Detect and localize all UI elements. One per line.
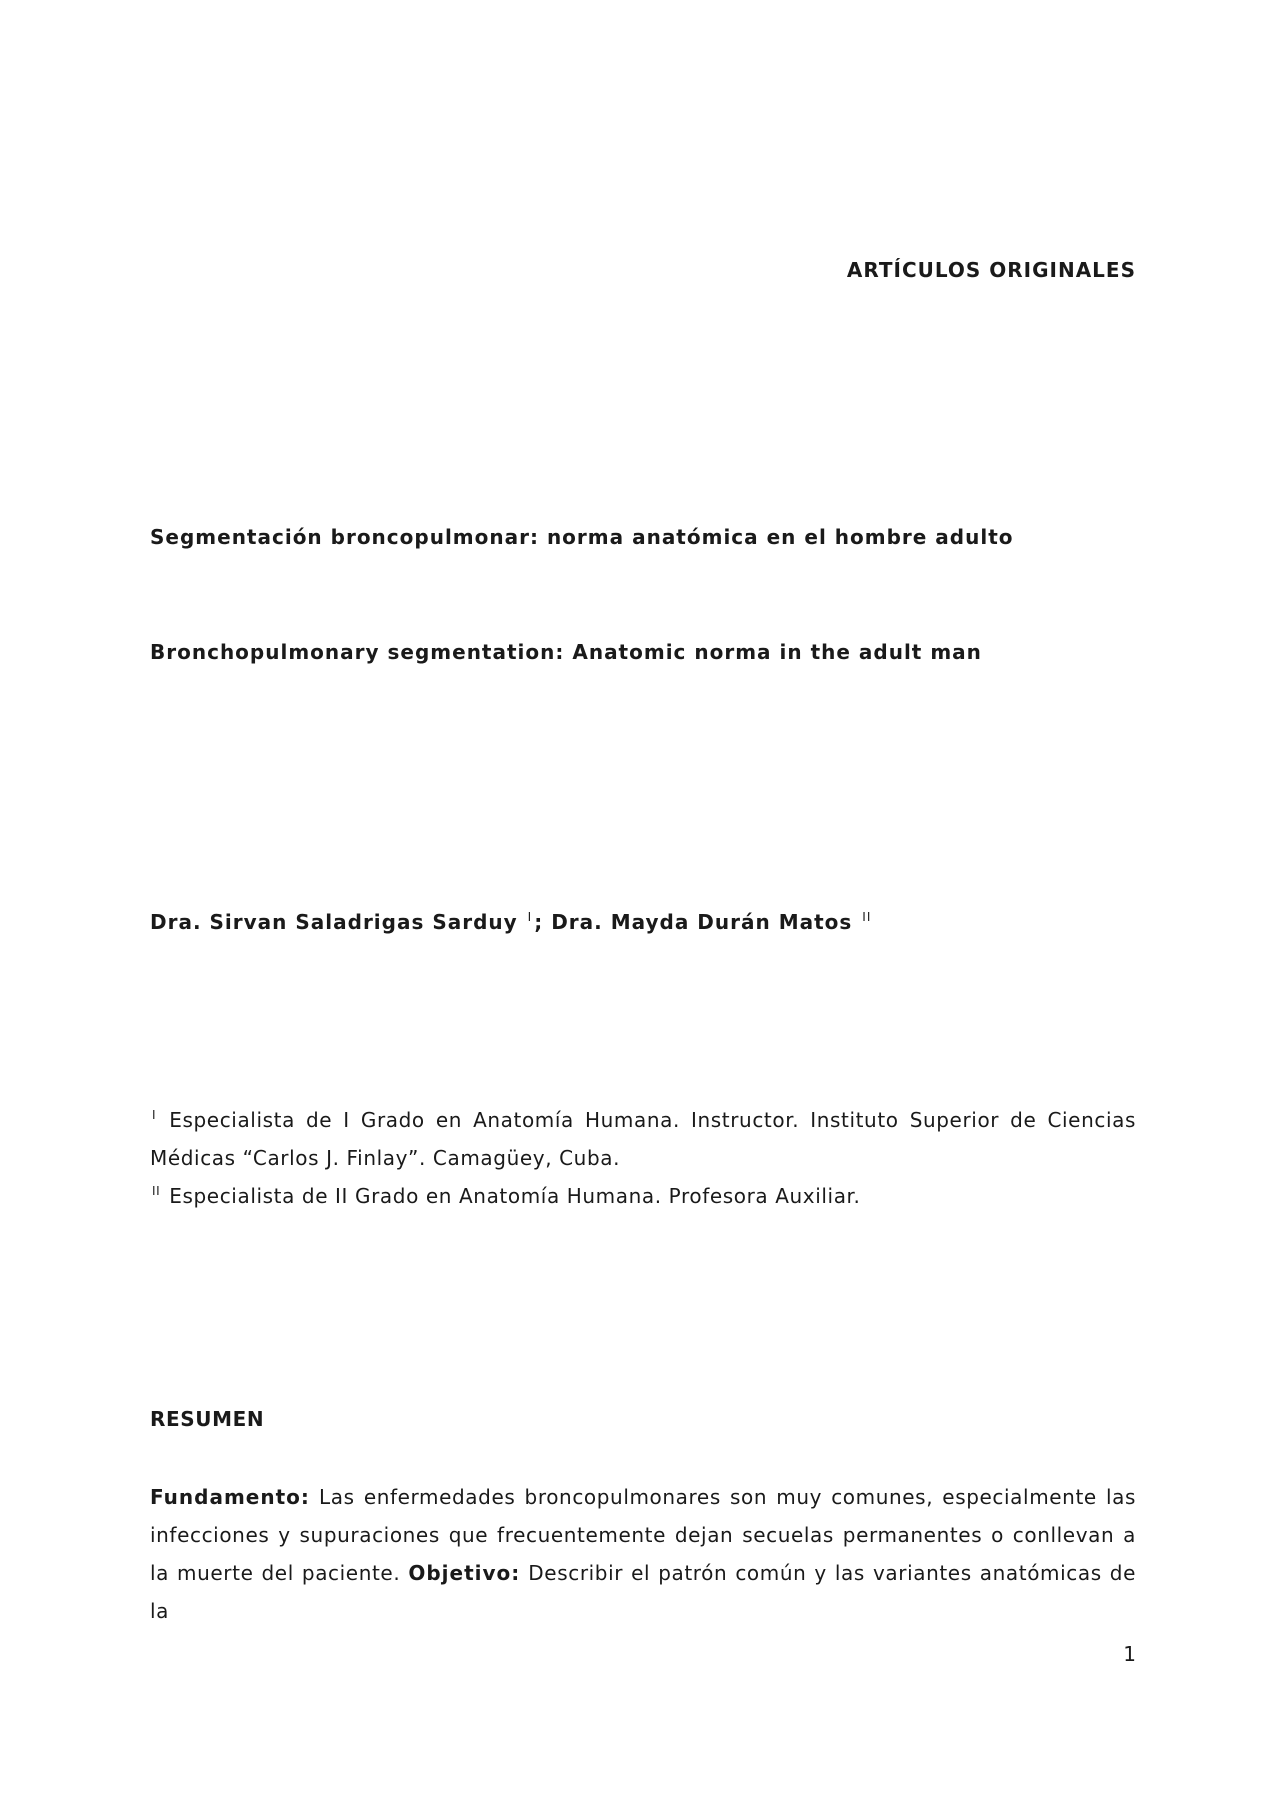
author-separator: ;: [534, 910, 552, 934]
title-spanish: Segmentación broncopulmonar: norma anatómica en el hombre adulto: [150, 525, 1014, 549]
affiliation-2: [150, 1172, 1136, 1215]
abstract-label-fundamento: Fundamento:: [150, 1485, 310, 1509]
affiliation-1: [150, 1096, 1136, 1177]
title-english: Bronchopulmonary segmentation: Anatomic norma in the adult man: [150, 640, 982, 664]
abstract-heading: RESUMEN: [150, 1407, 265, 1431]
author-line: [150, 910, 873, 934]
abstract-label-objetivo: Objetivo:: [408, 1561, 521, 1585]
affiliation-2-mark: II: [152, 1184, 161, 1198]
affiliation-1-text: Especialista de I Grado en Anatomía Humana. Instructor. Instituto Superior de Ciencias Médicas “Carlos J. Finlay”. Camagüey, Cuba.: [150, 1108, 1136, 1170]
abstract-text-fundamento: Las enfermedades broncopulmonares son muy comunes, especialmente las infecciones y supuraciones que frecuentemente dejan secuelas permanentes o conllevan a la muerte del paciente.: [150, 1485, 1136, 1585]
author-1-affiliation-mark: I: [527, 910, 533, 924]
author-1: Dra. Sirvan Saladrigas Sarduy: [150, 910, 518, 934]
affiliation-2-text: Especialista de II Grado en Anatomía Humana. Profesora Auxiliar.: [169, 1184, 861, 1208]
section-label: ARTÍCULOS ORIGINALES: [846, 258, 1136, 282]
page-number: 1: [1123, 1642, 1136, 1666]
abstract-text-objetivo: Describir el patrón común y las variantes anatómicas de la: [150, 1561, 1136, 1623]
author-2-affiliation-mark: II: [862, 910, 872, 924]
abstract-paragraph: [150, 1478, 1136, 1630]
author-2: Dra. Mayda Durán Matos: [551, 910, 853, 934]
affiliation-1-mark: I: [152, 1108, 157, 1122]
